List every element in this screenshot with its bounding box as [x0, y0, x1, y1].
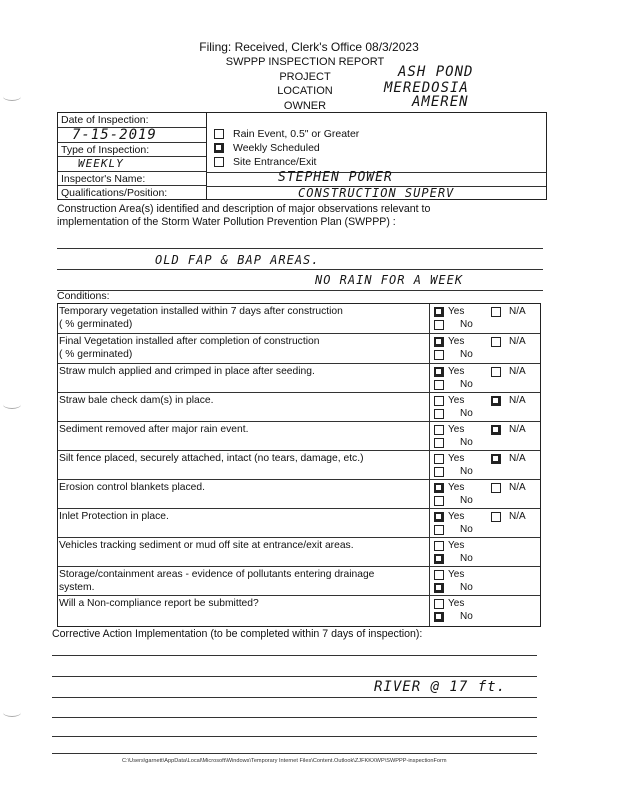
- condition-row: [57, 450, 541, 479]
- condition-row: [57, 421, 541, 450]
- yes-label: Yes: [448, 306, 465, 317]
- na-checkbox[interactable]: [491, 367, 501, 377]
- location-value: MEREDOSIA: [384, 80, 469, 96]
- no-checkbox[interactable]: [434, 380, 444, 390]
- condition-text: [59, 568, 429, 594]
- no-checkbox[interactable]: [434, 467, 444, 477]
- construction-label-2: implementation of the Storm Water Pollution Prevention Plan (SWPPP) :: [57, 216, 396, 228]
- condition-row: [57, 363, 541, 392]
- condition-line-1: Straw bale check dam(s) in place.: [59, 395, 214, 406]
- na-checkbox[interactable]: [491, 483, 501, 493]
- condition-text: [59, 510, 429, 523]
- project-value: ASH POND: [398, 64, 474, 80]
- condition-text: [59, 305, 429, 331]
- no-label: No: [460, 349, 473, 360]
- observation-note-2[interactable]: NO RAIN FOR A WEEK: [315, 273, 464, 287]
- observation-note-1[interactable]: OLD FAP & BAP AREAS.: [155, 253, 320, 267]
- yes-checkbox[interactable]: [434, 425, 444, 435]
- yes-checkbox[interactable]: [434, 396, 444, 406]
- condition-text: [59, 423, 429, 436]
- condition-line-1: Silt fence placed, securely attached, intact (no tears, damage, etc.): [59, 453, 364, 464]
- scan-mark: [3, 708, 21, 717]
- no-checkbox[interactable]: [434, 525, 444, 535]
- yes-checkbox[interactable]: [434, 541, 444, 551]
- no-checkbox[interactable]: [434, 612, 444, 622]
- na-checkbox[interactable]: [491, 307, 501, 317]
- yes-checkbox[interactable]: [434, 307, 444, 317]
- condition-text: [59, 539, 429, 552]
- conditions-label: Conditions:: [57, 290, 110, 302]
- no-label: No: [460, 408, 473, 419]
- yes-checkbox[interactable]: [434, 599, 444, 609]
- yes-label: Yes: [448, 511, 465, 522]
- filing-stamp: Filing: Received, Clerk's Office 08/3/2023: [199, 40, 419, 54]
- type-value[interactable]: WEEKLY: [78, 157, 124, 170]
- location-label: LOCATION: [277, 85, 333, 97]
- site-entrance-checkbox[interactable]: [214, 157, 224, 167]
- yes-label: Yes: [448, 540, 465, 551]
- no-label: No: [460, 437, 473, 448]
- rain-event-checkbox[interactable]: [214, 129, 224, 139]
- owner-label: OWNER: [283, 99, 327, 112]
- yes-label: Yes: [448, 336, 465, 347]
- inspector-value[interactable]: STEPHEN POWER: [278, 170, 393, 185]
- condition-text: [59, 365, 429, 378]
- na-label: N/A: [509, 511, 526, 522]
- no-checkbox[interactable]: [434, 554, 444, 564]
- condition-line-2: system.: [59, 582, 95, 593]
- condition-line-1: Final Vegetation installed after completion of construction: [59, 336, 320, 347]
- yes-label: Yes: [448, 366, 465, 377]
- inspection-info-box: [57, 112, 547, 200]
- na-checkbox[interactable]: [491, 425, 501, 435]
- condition-line-1: Will a Non-compliance report be submitted?: [59, 598, 259, 609]
- yes-label: Yes: [448, 453, 465, 464]
- scan-mark: [3, 92, 21, 101]
- yes-checkbox[interactable]: [434, 483, 444, 493]
- corrective-label: Corrective Action Implementation (to be completed within 7 days of inspection):: [52, 628, 423, 640]
- site-entrance-label: Site Entrance/Exit: [233, 156, 317, 168]
- condition-row: [57, 303, 541, 333]
- condition-line-1: Storage/containment areas - evidence of pollutants entering drainage: [59, 569, 375, 580]
- condition-row: [57, 595, 541, 627]
- no-checkbox[interactable]: [434, 350, 444, 360]
- condition-row: [57, 537, 541, 566]
- yes-label: Yes: [448, 395, 465, 406]
- yes-checkbox[interactable]: [434, 570, 444, 580]
- corrective-note[interactable]: RIVER @ 17 ft.: [374, 679, 507, 695]
- na-label: N/A: [509, 482, 526, 493]
- no-label: No: [460, 379, 473, 390]
- inspector-label: Inspector's Name:: [61, 173, 146, 185]
- condition-line-1: Inlet Protection in place.: [59, 511, 169, 522]
- yes-label: Yes: [448, 569, 465, 580]
- scan-mark: [3, 400, 21, 409]
- date-value[interactable]: 7-15-2019: [72, 127, 157, 143]
- no-label: No: [460, 582, 473, 593]
- date-label: Date of Inspection:: [61, 114, 149, 126]
- condition-text: [59, 335, 429, 361]
- no-label: No: [460, 319, 473, 330]
- na-checkbox[interactable]: [491, 512, 501, 522]
- construction-label-1: Construction Area(s) identified and description of major observations relevant to: [57, 203, 431, 215]
- rain-event-label: Rain Event, 0.5" or Greater: [233, 128, 360, 140]
- project-label: PROJECT: [279, 70, 331, 83]
- condition-line-1: Temporary vegetation installed within 7 days after construction: [59, 306, 343, 317]
- no-checkbox[interactable]: [434, 496, 444, 506]
- yes-checkbox[interactable]: [434, 454, 444, 464]
- condition-line-2: ( % germinated): [59, 319, 133, 330]
- condition-row: [57, 566, 541, 595]
- condition-line-1: Sediment removed after major rain event.: [59, 424, 249, 435]
- no-label: No: [460, 495, 473, 506]
- weekly-scheduled-checkbox[interactable]: [214, 143, 224, 153]
- na-checkbox[interactable]: [491, 337, 501, 347]
- na-label: N/A: [509, 453, 526, 464]
- na-label: N/A: [509, 306, 526, 317]
- condition-row: [57, 392, 541, 421]
- yes-checkbox[interactable]: [434, 367, 444, 377]
- no-label: No: [460, 466, 473, 477]
- qualifications-label: Qualifications/Position:: [61, 187, 168, 199]
- yes-label: Yes: [448, 424, 465, 435]
- yes-checkbox[interactable]: [434, 512, 444, 522]
- condition-text: [59, 452, 429, 465]
- no-label: No: [460, 553, 473, 564]
- no-checkbox[interactable]: [434, 409, 444, 419]
- na-label: N/A: [509, 424, 526, 435]
- na-label: N/A: [509, 366, 526, 377]
- condition-row: [57, 333, 541, 363]
- yes-label: Yes: [448, 598, 465, 609]
- report-title-block: [200, 55, 410, 113]
- na-label: N/A: [509, 395, 526, 406]
- condition-text: [59, 481, 429, 494]
- weekly-scheduled-label: Weekly Scheduled: [233, 142, 320, 154]
- na-checkbox[interactable]: [491, 454, 501, 464]
- condition-line-1: Erosion control blankets placed.: [59, 482, 205, 493]
- no-label: No: [460, 524, 473, 535]
- condition-text: [59, 394, 429, 407]
- condition-text: [59, 597, 429, 610]
- no-checkbox[interactable]: [434, 438, 444, 448]
- yes-label: Yes: [448, 482, 465, 493]
- no-checkbox[interactable]: [434, 583, 444, 593]
- no-checkbox[interactable]: [434, 320, 444, 330]
- no-label: No: [460, 611, 473, 622]
- na-label: N/A: [509, 336, 526, 347]
- condition-row: [57, 479, 541, 508]
- condition-line-1: Straw mulch applied and crimped in place after seeding.: [59, 366, 315, 377]
- file-path-footer: C:\Users\garnett\AppData\Local\Microsoft\Windows\Temporary Internet Files\Content.Outlook\ZJFKKXWP\SWPPP-inspectionForm: [122, 758, 447, 764]
- owner-value: AMEREN: [412, 94, 469, 110]
- na-checkbox[interactable]: [491, 396, 501, 406]
- yes-checkbox[interactable]: [434, 337, 444, 347]
- type-label: Type of Inspection:: [61, 144, 150, 156]
- qualifications-value[interactable]: CONSTRUCTION SUPERV: [298, 186, 455, 200]
- condition-line-2: ( % germinated): [59, 349, 133, 360]
- report-title: SWPPP INSPECTION REPORT: [225, 56, 385, 68]
- condition-line-1: Vehicles tracking sediment or mud off site at entrance/exit areas.: [59, 540, 354, 551]
- condition-row: [57, 508, 541, 537]
